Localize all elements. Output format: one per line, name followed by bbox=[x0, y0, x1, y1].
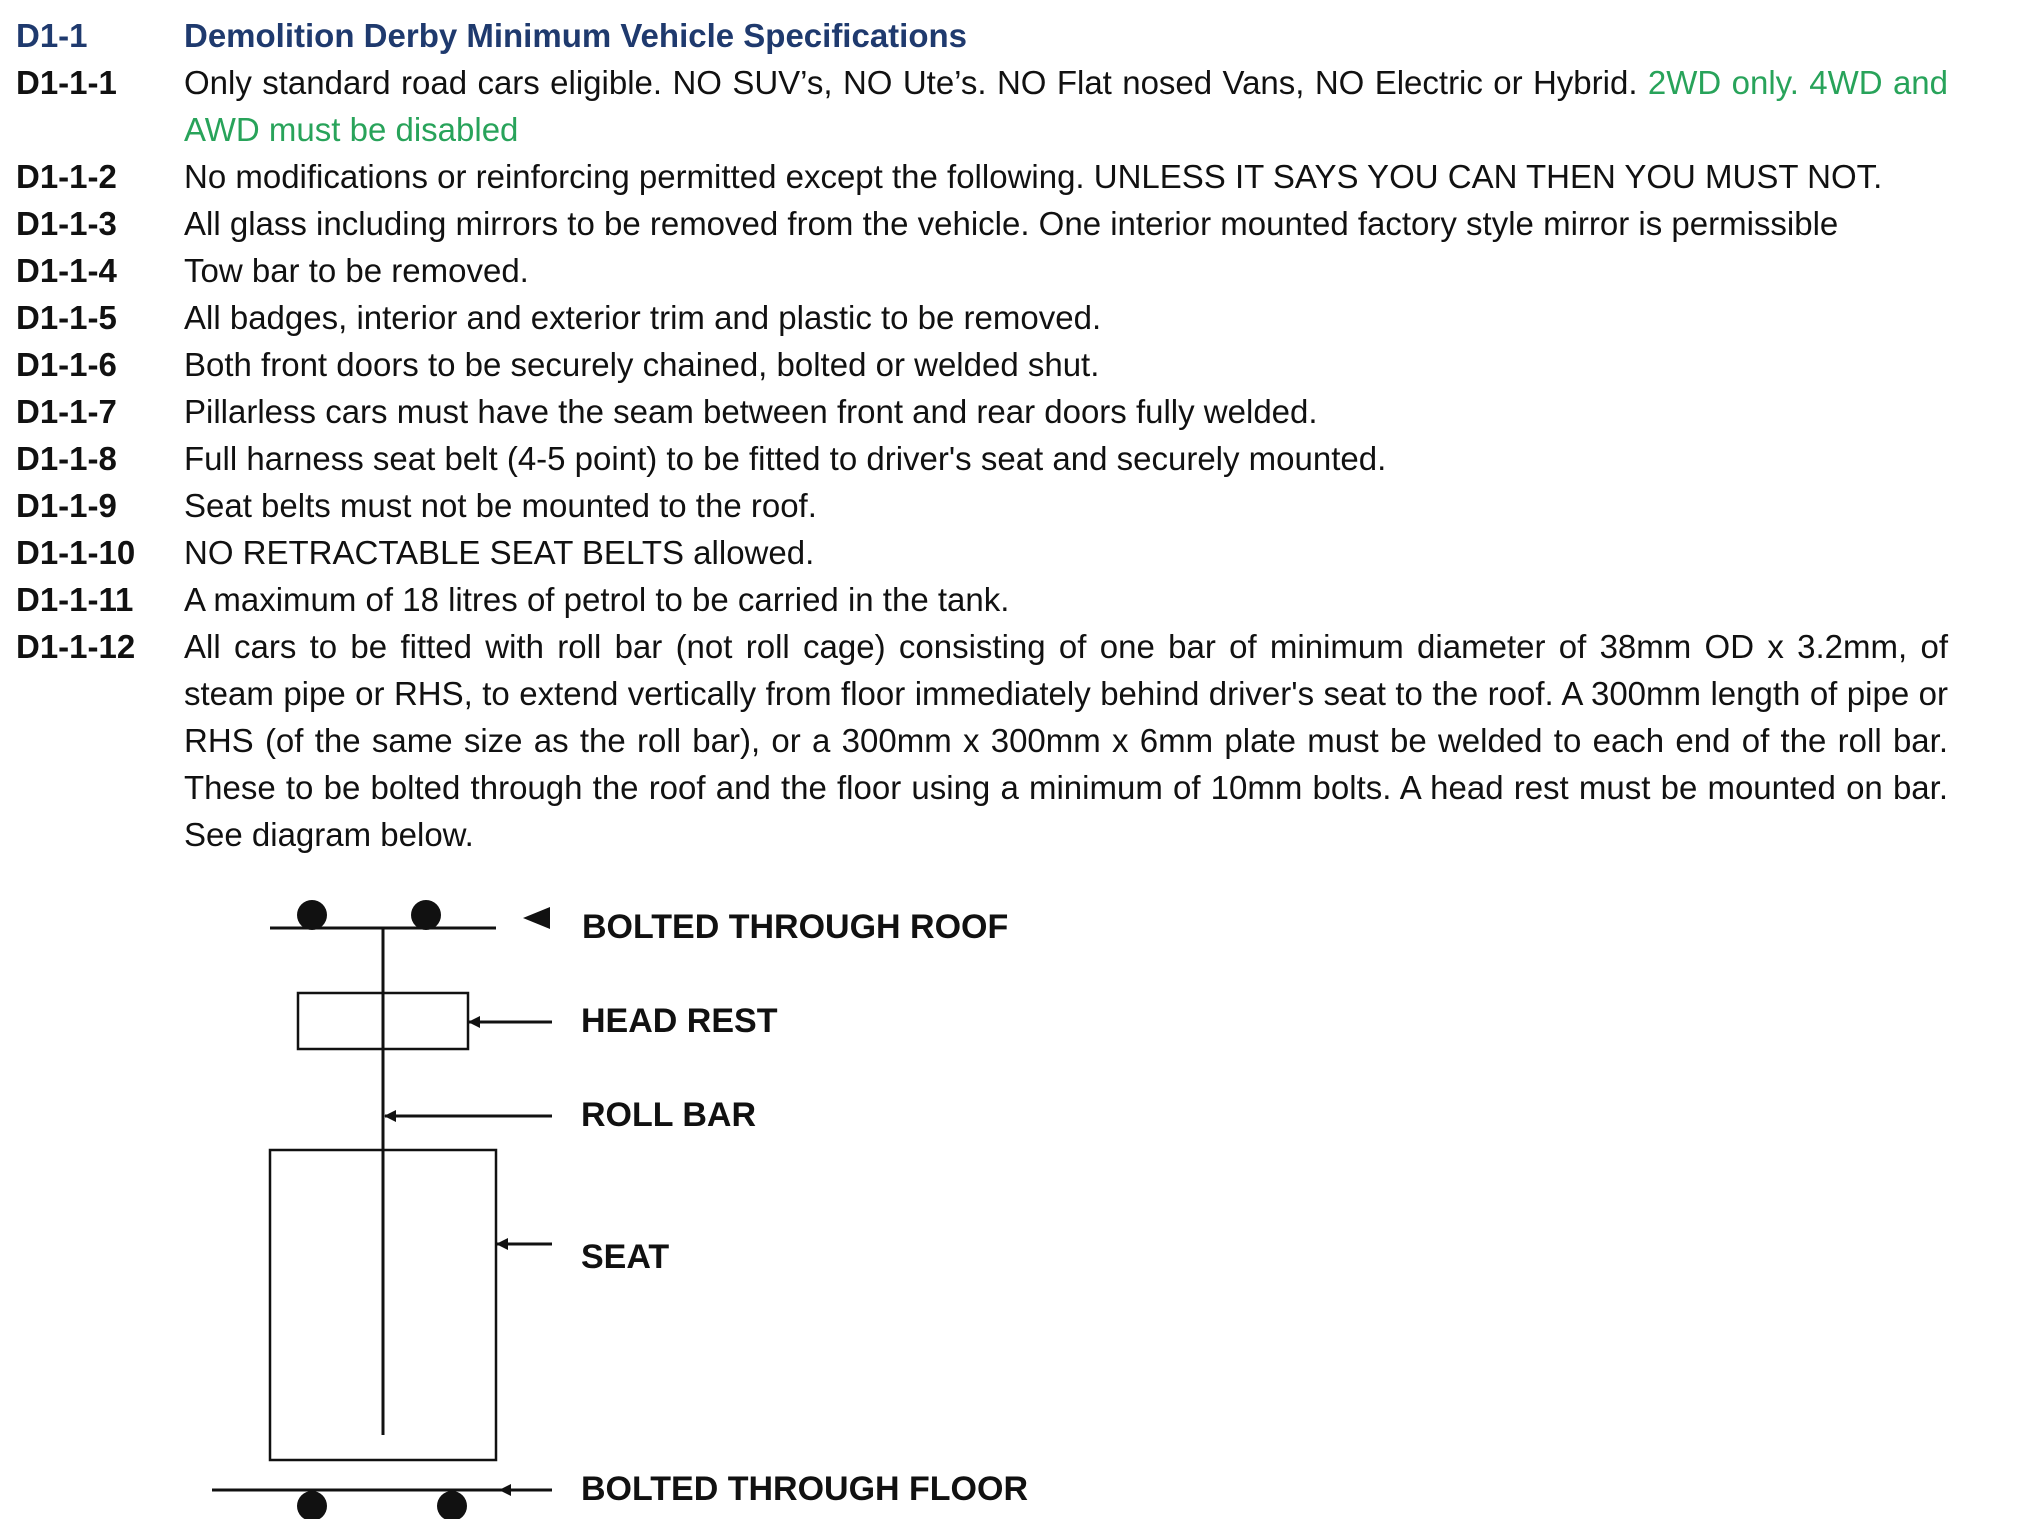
item-number: D1-1-3 bbox=[16, 205, 117, 242]
item-text: All glass including mirrors to be removed from the vehicle. One interior mounted factory style mirror is permissible bbox=[184, 205, 1839, 242]
seat-label: SEAT bbox=[581, 1238, 670, 1276]
item-number: D1-1-9 bbox=[16, 487, 117, 524]
item-number: D1-1-12 bbox=[16, 628, 136, 665]
item-text: Seat belts must not be mounted to the roof. bbox=[184, 487, 817, 524]
item-number: D1-1-10 bbox=[16, 534, 136, 571]
roof-label: BOLTED THROUGH ROOF bbox=[582, 908, 1009, 946]
item-highlight-text: 2WD only. 4WD and AWD must be disabled bbox=[184, 64, 1949, 148]
item-number: D1-1-5 bbox=[16, 299, 117, 336]
item-text: All badges, interior and exterior trim and plastic to be removed. bbox=[184, 299, 1102, 336]
item-text: A maximum of 18 litres of petrol to be carried in the tank. bbox=[184, 581, 1010, 618]
item-text bbox=[184, 59, 1948, 153]
item-text: No modifications or reinforcing permitted except the following. UNLESS IT SAYS YOU CAN THEN YOU MUST NOT. bbox=[184, 158, 1883, 195]
section-title: Demolition Derby Minimum Vehicle Specifications bbox=[184, 17, 968, 54]
item-number: D1-1-8 bbox=[16, 440, 117, 477]
item-text: Pillarless cars must have the seam between front and rear doors fully welded. bbox=[184, 393, 1318, 430]
item-text: Both front doors to be securely chained, bolted or welded shut. bbox=[184, 346, 1100, 383]
head-rest-label: HEAD REST bbox=[581, 1002, 778, 1040]
floor-label: BOLTED THROUGH FLOOR bbox=[581, 1470, 1028, 1508]
item-text: Full harness seat belt (4-5 point) to be fitted to driver's seat and securely mounted. bbox=[184, 440, 1387, 477]
item-number: D1-1-11 bbox=[16, 581, 134, 618]
item-text: Tow bar to be removed. bbox=[184, 252, 529, 289]
floor-bolt bbox=[437, 1491, 467, 1519]
item-number: D1-1-1 bbox=[16, 64, 117, 101]
roll-bar-diagram bbox=[0, 860, 2035, 1519]
item-text: All cars to be fitted with roll bar (not roll cage) consisting of one bar of minimum diameter of 38mm OD x 3.2mm, of steam pipe or RHS, to extend vertically from floor immediately behind driver's seat to the roof. A 300mm length of pipe or RHS (of the same size as the roll bar), or a 300mm x 300mm x 6mm plate must be welded to each end of the roll bar. These to be bolted through the roof and the floor using a minimum of 10mm bolts. A head rest must be mounted on bar. See diagram below. bbox=[184, 628, 1948, 853]
item-number: D1-1-6 bbox=[16, 346, 117, 383]
roof-bolt bbox=[297, 900, 327, 930]
roll-bar-label: ROLL BAR bbox=[581, 1096, 757, 1134]
item-number: D1-1-2 bbox=[16, 158, 117, 195]
section-number: D1-1 bbox=[16, 17, 88, 54]
item-text: NO RETRACTABLE SEAT BELTS allowed. bbox=[184, 534, 815, 571]
item-text-main: Only standard road cars eligible. NO SUV’s, NO Ute’s. NO Flat nosed Vans, NO Electric or Hybrid. bbox=[184, 64, 1638, 101]
roof-arrowhead bbox=[523, 907, 550, 929]
roof-bolt bbox=[411, 900, 441, 930]
floor-bolt bbox=[297, 1491, 327, 1519]
item-number: D1-1-4 bbox=[16, 252, 117, 289]
item-number: D1-1-7 bbox=[16, 393, 117, 430]
diagram-drawing bbox=[0, 860, 2035, 1519]
